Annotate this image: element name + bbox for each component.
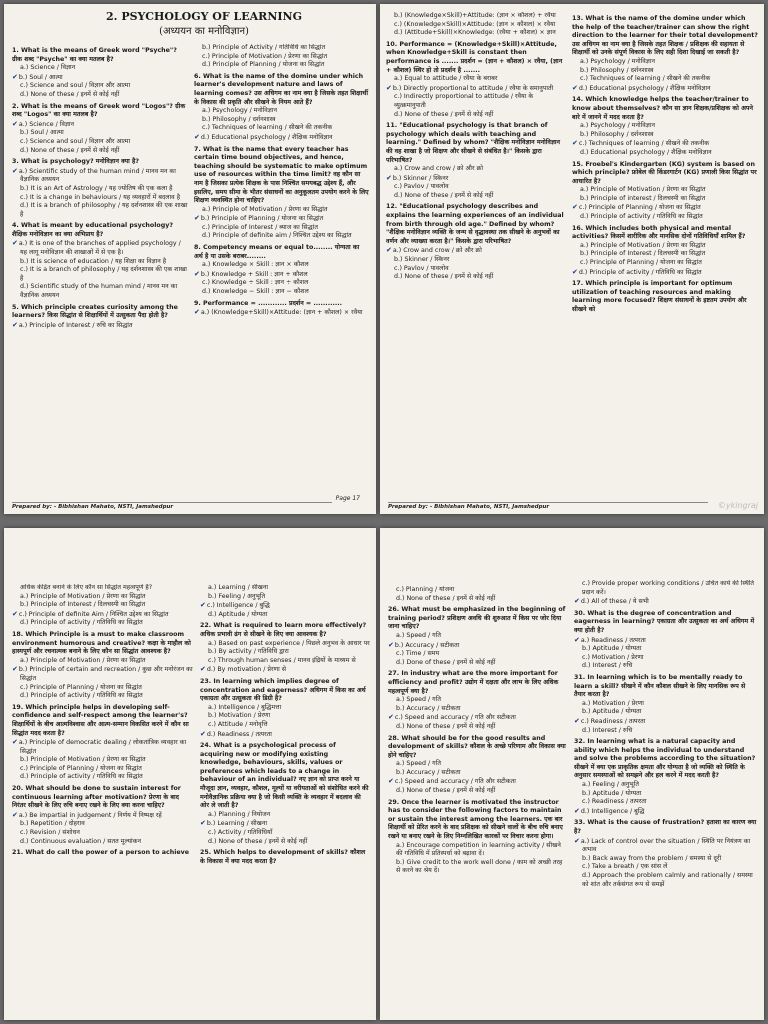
page-bottom-right [380, 528, 764, 1020]
answer-option: b.) Principle of Interest / दिलचस्पी का सिद्धांत [20, 601, 146, 609]
answer-option-marked: ✔ a.) (Knowledge+Skill)×Attitude: (ज्ञान + कौशल) × रवैया [194, 308, 370, 318]
answer-option: d.) Educational psychology / शैक्षिक मनोविज्ञान [580, 148, 712, 156]
answer-option: a.) Crow and crow / क्रो और क्रो [394, 165, 484, 173]
answer-option: b.) Philosophy / दर्शनशास्त्र [202, 115, 276, 123]
answer-option: d.) It is a branch of philosophy / यह दर्शनशास्त्र की एक शाखा है [20, 202, 188, 218]
question-text: 18. Which Principle is a must to make classroom environment humorous and creative? कक्षा के माहौल को हास्यपूर्ण और रचनात्मक बनाने के लिए कौन सा सिद्धांत आवश्यक है? [12, 630, 191, 656]
answer-option: a.) Principle of Motivation / प्रेरणा का सिद्धांत [580, 241, 706, 249]
answer-option: d.) None of these / इनमें से कोई नहीं [20, 146, 120, 154]
answer-option: a.) Science / विज्ञान [20, 64, 76, 72]
question-text: 28. What should be for the good results and development of skills? कौशल के अच्छे परिणाम और विकास क्या होने चाहिए? [388, 734, 566, 759]
question-text: 33. What is the cause of frustration? हताशा का कारण क्या है? [574, 819, 757, 836]
answer-option: a.) Psychology / मनोविज्ञान [580, 122, 655, 130]
answer-option-marked: ✔ a.) Crow and crow / क्रो और क्रो [386, 246, 566, 256]
answer-option: c.) Motivation / प्रेरणा [582, 653, 644, 661]
answer-option-marked: ✔ a.) It is one of the branches of applied psychology / यह लागू मनोविज्ञान की शाखाओं में से एक है। [12, 239, 188, 257]
answer-option: c.) It is a change in behaviours / यह व्यवहारों में बदलाव है [20, 193, 181, 201]
answer-option: a.) Principle of Motivation / प्रेरणा का सिद्धांत [580, 186, 706, 194]
answer-option: c.) Principle of Interest / ब्याज का सिद्धांत [202, 223, 318, 231]
answer-option: c.) Principle of Motivation / प्रेरणा का सिद्धांत [202, 52, 328, 60]
answer-option: b.) Back away from the problem / समस्या से दूरी [582, 854, 722, 862]
answer-option: a.) Learning / सीखना [208, 584, 268, 591]
answer-option-marked: ✔ a.) Be impartial in judgement / निर्णय में निष्पक्ष रहें [12, 811, 194, 821]
answer-option: c.) Principle of Planning / योजना का सिद्धांत [20, 764, 142, 772]
answer-option: c.) Pavlov / पावलोव [394, 183, 449, 191]
question-text: 1. What is the means of Greek word "Psyche"? ग्रीक शब्द "Psyche" का क्या मतलब है? [12, 47, 177, 63]
answer-option: a.) Psychology / मनोविज्ञान [202, 107, 277, 115]
question-text: 12. "Educational psychology describes and explains the learning experiences of an individual from birth through old age." Defined by whom? "शैक्षिक मनोविज्ञान व्यक्ति के जन्म से वृद्धावस्था तक सीखने के अनुभवों का वर्णन और व्याख्या करता है।" किसके द्वारा परिभाषित? [386, 203, 564, 245]
answer-option-marked: ✔ c.) Principle of Planning / योजना का सिद्धांत [572, 203, 758, 213]
answer-option: d.) Approach the problem calmly and rationally / समस्या को शांत और तर्कसंगत रूप से समझें [582, 872, 753, 888]
answer-option: b.) Principle of Activity / गतिविधि का सिद्धांत [202, 44, 326, 51]
answer-option: a.) Motivation / प्रेरणा [582, 699, 644, 707]
answer-option-marked: ✔ c.) Intelligence / बुद्धि [200, 601, 370, 611]
answer-option-marked: ✔ c.) Speed and accuracy / गति और सटीकता [388, 713, 568, 723]
answer-option: c.) Science and soul / विज्ञान और आत्मा [20, 137, 131, 145]
answer-option: a.) Speed / गति [396, 760, 441, 768]
answer-option-marked: ✔ a.) Scientific study of the human mind / मानव मन का वैज्ञानिक अध्ययन [12, 167, 188, 185]
answer-option: d.) Principle of Planning / योजना का सिद्धांत [202, 61, 325, 69]
answer-option: d.) None of these / इनमें से कोई नहीं [394, 110, 494, 118]
answer-option: c.) Indirectly proportional to attitude / रवैया के व्युत्क्रमानुपाती [394, 93, 534, 109]
answer-option: a.) Encourage competition in learning activity / सीखने की गतिविधि में प्रतिस्पर्धा को बढ़ावा दें। [396, 841, 561, 858]
answer-option: d.) None of these / इनमें से कोई नहीं [394, 273, 494, 281]
answer-option-marked: ✔ d.) Educational psychology / शैक्षिक मनोविज्ञान [572, 84, 758, 94]
question-column [386, 12, 566, 484]
page-top-left [4, 4, 376, 514]
answer-option-marked: ✔ a.) Principle of Interest / रुचि का सिद्धांत [12, 321, 188, 331]
question-text: 27. In industry what are the more important for efficiency and profit? उद्योग में दक्षता और लाभ के लिए अधिक महत्वपूर्ण क्या है? [388, 670, 559, 695]
answer-option: b.) Aptitude / योग्यता [582, 789, 642, 797]
answer-option: b.) Principle of Interest / दिलचस्पी का सिद्धांत [580, 250, 706, 258]
answer-option: b.) It is science of education / यह शिक्षा का विज्ञान है [20, 257, 167, 265]
answer-option: b.) Aptitude / योग्यता [582, 708, 642, 716]
answer-option-marked: ✔ a.) Science / विज्ञान [12, 120, 188, 130]
question-column [200, 584, 370, 1016]
answer-option: c.) Science and soul / विज्ञान और आत्मा [20, 82, 131, 90]
question-text: 22. What is required to learn more effectively? अधिक प्रभावी ढंग से सीखने के लिए क्या आवश्यक है? [200, 622, 367, 638]
answer-option: c.) Through human senses / मानव इंद्रियों के माध्यम से [208, 656, 356, 664]
answer-option: a.) Knowledge × Skill : ज्ञान × कौशल [202, 261, 309, 269]
answer-option: a.) Principle of Motivation / प्रेरणा का सिद्धांत [20, 656, 146, 664]
answer-option: c.) Pavlov / पावलोव [394, 264, 449, 272]
answer-option: b.) (Knowledge×Skill)+Attitude: (ज्ञान × कौशल) + रवैया [394, 12, 556, 19]
question-column [194, 44, 370, 484]
question-text: 14. Which knowledge helps the teacher/trainer to know about themselves? कौन सा ज्ञान शिक्षक/प्रशिक्षक को अपने बारे में जानने में मदद करता है? [572, 96, 753, 121]
answer-option: c.) Provide proper working conditions / उचित कार्य की स्थिति प्रदान करें। [582, 580, 754, 596]
title-hindi: (अध्ययन का मनोविज्ञान) [159, 26, 249, 37]
answer-option: d.) (Attitude+Skill)×Knowledge: (रवैया + कौशल) × ज्ञान [394, 29, 556, 37]
answer-option: d.) Principle of definite aim / निश्चित उद्देश्य का सिद्धांत [202, 232, 352, 240]
answer-option-marked: ✔ a.) Readiness / तत्परता [574, 636, 758, 646]
answer-option: b.) It is an Art of Astrology / यह ज्योतिष की एक कला है [20, 184, 173, 192]
answer-option: c.) Knowledge ÷ Skill : ज्ञान ÷ कौशल [202, 279, 309, 287]
answer-option: d.) None of these / इनमें से कोई नहीं [396, 594, 496, 602]
answer-option: d.) Principle of activity / गतिविधि का सिद्धांत [20, 619, 143, 627]
page-number: Page 17 [335, 495, 360, 502]
answer-option: b.) Soul / आत्मा [20, 129, 64, 137]
answer-option: b.) Principle of interest / दिलचस्पी का सिद्धांत [580, 194, 706, 202]
question-column [572, 12, 758, 492]
answer-option: c.) Planning / योजना [396, 586, 455, 593]
answer-option-marked: ✔ d.) By motivation / प्रेरणा से [200, 665, 370, 675]
answer-option: d.) Continuous evaluation / सतत मूल्यांकन [20, 837, 141, 845]
answer-option: c.) Attitude / मनोवृत्ति [208, 720, 268, 728]
watermark: ©ykingraj [717, 501, 758, 510]
answer-option-marked: ✔ b.) Learning / सीखना [200, 819, 370, 829]
answer-option: d.) Principle of activity / गतिविधि का सिद्धांत [20, 773, 143, 781]
question-text: 26. What must be emphasized in the beginning of training period? प्रशिक्षण अवधि की शुरुआत में किस पर जोर दिया जाना चाहिए? [388, 606, 566, 631]
question-text: 2. What is the means of Greek word "Logos"? ग्रीक शब्द "Logos" का क्या मतलब है? [12, 102, 186, 119]
answer-option-marked: ✔ d.) Readiness / तत्परता [200, 730, 370, 740]
question-text: 9. Performance = ............ प्रदर्शन = ............ [194, 299, 343, 307]
answer-option-marked: ✔ c.) Readiness / तत्परता [574, 717, 758, 727]
answer-option-marked: ✔ c.) Techniques of learning / सीखने की तकनीक [572, 139, 758, 149]
question-column [12, 584, 194, 1016]
answer-option: a.) Psychology / मनोविज्ञान [580, 57, 655, 65]
answer-option-marked: ✔ b.) Principle of Planning / योजना का सिद्धांत [194, 214, 370, 224]
answer-option: d.) None of these / इनमें से कोई नहीं [208, 837, 308, 845]
question-text: 32. In learning what is a natural capacity and ability which helps the individual to understand and solve the problems according to the situation? सीखने में क्या एक प्राकृतिक क्षमता और योग्यता है जो व्यक्ति को स्थिति के अनुसार समस्याओं को समझने और हल करने में मदद करती है? [574, 738, 756, 780]
footer-prepared-by: Prepared by: - Bibhishan Mahato, NSTI, Jamshedpur [12, 502, 332, 510]
answer-option: d.) Principle of activity / गतिविधि का सिद्धांत [580, 213, 703, 221]
answer-option-marked: ✔ b.) Accuracy / सटीकता [388, 641, 568, 651]
answer-option: d.) None of these / इनमें से कोई नहीं [20, 90, 120, 98]
answer-option: अधिक केंद्रित बनाने के लिए कौन सा सिद्धांत महत्वपूर्ण है? [20, 584, 153, 591]
question-text: 19. Which principle helps in developing self-confidence and self-respect among the learner's? शिक्षार्थियों के बीच आत्मविश्वास और आत्म-सम्मान विकसित करने में कौन सा सिद्धांत मदद करता है? [12, 703, 189, 737]
answer-option: a.) Intelligence / बुद्धिमत्ता [208, 703, 282, 711]
question-text: 25. Which helps to development of skills? कौशल के विकास में क्या मदद करता है? [200, 849, 366, 865]
question-text: 5. Which principle creates curiosity among the learners? किस सिद्धांत से शिक्षार्थियों में उत्सुकता पैदा होती है? [12, 303, 178, 320]
question-text: 31. In learning which is to be mentally ready to learn a skill? सीखने में कौन कौशल सीखने के लिए मानसिक रूप से तैयार करता है? [574, 673, 746, 699]
answer-option: a.) Speed / गति [396, 696, 441, 704]
answer-option: a.) Principle of Motivation / प्रेरणा का सिद्धांत [202, 205, 328, 213]
answer-option-marked: ✔ d.) Intelligence / बुद्धि [574, 807, 758, 817]
answer-option: d.) None of these / इनमें से कोई नहीं [396, 787, 496, 795]
footer-prepared-by: Prepared by: - Bibhishan Mahato, NSTI, Jamshedpur [388, 502, 708, 510]
answer-option: c.) Readiness / तत्परता [582, 798, 647, 806]
answer-option-marked: ✔ d.) All of these / ये सभी [574, 597, 758, 607]
answer-option-marked: ✔ b.) Soul / आत्मा [12, 73, 188, 83]
question-text: 30. What is the degree of concentration and eagerness in learning? एकाग्रता और उत्सुकता का अर्थ अधिगम में क्या होती है? [574, 609, 755, 634]
answer-option: c.) It is a branch of philosophy / यह दर्शनशास्त्र की एक शाखा है [20, 266, 187, 282]
answer-option: c.) (Knowledge×Skill)×Attitude: (ज्ञान × कौशल) × रवैया [394, 20, 556, 28]
answer-option: a.) Based on past experience / पिछले अनुभव के आधार पर [208, 639, 370, 647]
question-text: 11. "Educational psychology is that branch of psychology which deals with teaching and learning." Defined by whom? "शैक्षिक मनोविज्ञान मनोविज्ञान की वह शाखा है जो शिक्षण और सीखने से संबंधित है।" किसके द्वारा परिभाषित? [386, 122, 561, 164]
question-text: 23. In learning which implies degree of concentration and eagerness? अधिगम में किस का अर्थ एकाग्रता और उत्सुकता की डिग्री है? [200, 677, 366, 703]
answer-option-marked: ✔ b.) Principle of certain and recreation / कुछ और मनोरंजन का सिद्धांत [12, 665, 194, 683]
page-top-right [380, 4, 764, 514]
answer-option: b.) Motivation / प्रेरणा [208, 712, 271, 720]
answer-option: d.) None of these / इनमें से कोई नहीं [396, 722, 496, 730]
answer-option: b.) Give credit to the work well done / काम को अच्छी तरह से करने का श्रेय दें। [396, 858, 563, 875]
question-text: 6. What is the name of the domine under which learner's development nature and laws of learning comes? उस अधिगम का नाम क्या है जिसके तहत शिक्षार्थी के विकास की प्रकृति और सीखने के नियम आते हैं? [194, 72, 368, 106]
question-text: 13. What is the name of the domine under which the help of the teacher/trainer can show the right direction to the learner for their total development? उस अधिगम का नाम क्या है जिसके तहत शिक्षक / प्रशिक्षक की सहायता से शिक्षार्थी को उनके संपूर्ण विकास के लिए सही दिशा दिखाई जा सकती है? [572, 15, 758, 57]
answer-option: b.) Skinner / स्किनर [394, 256, 450, 264]
answer-option-marked: ✔ b.) Knowledge + Skill : ज्ञान + कौशल [194, 270, 370, 280]
answer-option: b.) Philosophy / दर्शनशास्त्र [580, 66, 654, 74]
question-text: 21. What do call the power of a person to achieve [12, 849, 190, 857]
question-text: 7. What is the name that every teacher has certain time bound objectives, and hence, teaching should be systematic to make optimum use of resources within the time limit? वह कौन सा नाम है जिसका प्रत्येक शिक्षक के पास निश्चित समयबद्ध उद्देश्य हैं, और इसलिए, समय सीमा के भीतर संसाधनों का अनुकूलतम उपयोग करने के लिए शिक्षण व्यवस्थित होना चाहिए? [194, 145, 369, 205]
answer-option-marked: ✔ a.) Principle of democratic dealing / लोकतांत्रिक व्यवहार का सिद्धांत [12, 738, 194, 756]
answer-option: d.) None of these / इनमें से कोई नहीं [394, 191, 494, 199]
answer-option: b.) Accuracy / सटीकता [396, 768, 461, 776]
question-text: 15. Froebel's Kindergarten (KG) system is based on which principle? फ्रोबेल की किंडरगार्टन (KG) प्रणाली किस सिद्धांत पर आधारित है? [572, 160, 757, 185]
answer-option-marked: ✔ b.) Skinner / स्किनर [386, 174, 566, 184]
answer-option: a.) Feeling / अनुभूति [582, 781, 639, 789]
answer-option: c.) Revision / संशोधन [20, 829, 80, 837]
answer-option: c.) Techniques of learning / सीखने की तकनीक [580, 75, 711, 83]
answer-option: b.) Philosophy / दर्शनशास्त्र [580, 130, 654, 138]
answer-option: c.) Time / समय [396, 650, 440, 658]
question-column [574, 580, 758, 1016]
answer-option-marked: ✔ c.) Principle of definite Aim / निश्चित उद्देश्य का सिद्धांत [12, 610, 194, 620]
question-text: 8. Competency means or equal to........ योग्यता का अर्थ है या उसके बराबर........ [194, 244, 360, 260]
answer-option: b.) Repetition / दोहराव [20, 820, 85, 828]
answer-option: a.) Planning / नियोजन [208, 810, 271, 818]
answer-option: c.) Take a breath / एक सांस लें [582, 863, 668, 871]
answer-option: b.) Principle of Motivation / प्रेरणा का सिद्धांत [20, 756, 146, 764]
answer-option: c.) Principle of Planning / योजना का सिद्धांत [580, 259, 702, 267]
answer-option: c.) Activity / गतिविधियाँ [208, 829, 273, 837]
answer-option: d.) Interest / रुचि [582, 662, 633, 670]
answer-option: c.) Techniques of learning / सीखने की तकनीक [202, 124, 333, 132]
question-text: 29. Once the learner is motivated the instructor has to consider the following factors to maintain or sustain the interest among the learners. एक बार शिक्षार्थी को प्रेरित करने के बाद प्रशिक्षक को सीखने वालों के बीच रुचि बनाए रखने या बनाए रखने के लिए निम्नलिखित कारकों पर विचार करना होगा। [388, 798, 563, 841]
answer-option: d.) Interest / रुचि [582, 726, 633, 734]
question-text: 3. What is psychology? मनोविज्ञान क्या है? [12, 158, 140, 166]
answer-option-marked: ✔ a.) Lack of control over the situation / स्थिति पर नियंत्रण का अभाव [574, 837, 758, 855]
page-bottom-left [4, 528, 376, 1020]
answer-option: b.) By activity / गतिविधि द्वारा [208, 648, 289, 656]
answer-option: c.) Principle of Planning / योजना का सिद्धांत [20, 683, 142, 691]
answer-option: d.) Done of these / इनमें से कोई नहीं [396, 658, 496, 666]
answer-option: d.) Knowledge − Skill : ज्ञान − कौशल [202, 288, 309, 296]
answer-option-marked: ✔ d.) Principle of activity / गतिविधि का सिद्धांत [572, 268, 758, 278]
answer-option-marked: ✔ c.) Speed and accuracy / गति और सटीकता [388, 777, 568, 787]
answer-option: a.) Equal to attitude / रवैया के बराबर [394, 75, 498, 83]
question-column [388, 586, 568, 1016]
answer-option: a.) Principle of Motivation / प्रेरणा का सिद्धांत [20, 592, 146, 600]
answer-option-marked: ✔ d.) Educational psychology / शैक्षिक मनोविज्ञान [194, 133, 370, 143]
question-text: 16. Which includes both physical and mental activities? किसमें शारीरिक और मानसिक दोनों गतिविधियाँ शामिल हैं? [572, 224, 746, 241]
answer-option: b.) Feeling / अनुभूति [208, 592, 266, 600]
question-text: 20. What should be done to sustain interest for continuous learning after motivation? प्रेरणा के बाद निरंतर सीखने के लिए रुचि बनाए रखने के लिए क्या करना चाहिए? [12, 785, 181, 810]
question-text: 4. What is meant by educational psychology? शैक्षिक मनोविज्ञान का क्या अभिप्राय है? [12, 222, 173, 238]
page-title [104, 10, 304, 37]
answer-option: d.) Principle of activity / गतिविधि का सिद्धांत [20, 692, 143, 700]
answer-option: d.) Scientific study of the human mind / मानव मन का वैज्ञानिक अध्ययन [20, 283, 178, 300]
answer-option: b.) Accuracy / सटीकता [396, 704, 461, 712]
title-english: 2. PSYCHOLOGY OF LEARNING [106, 10, 302, 23]
question-text: 24. What is a psychological process of acquiring new or modifying existing knowledge, behaviours, skills, values or preferences which leads to a change in behaviour of an individual? नए ज्ञान को प्राप्त करने या मौजूदा ज्ञान, व्यवहार, कौशल, मूल्यों या वरीयताओं को संशोधित करने की मनोवैज्ञानिक प्रक्रिया क्या है जो किसी व्यक्ति के व्यवहार में बदलाव की ओर ले जाती है? [200, 742, 369, 810]
answer-option: b.) Aptitude / योग्यता [582, 645, 642, 653]
answer-option: a.) Speed / गति [396, 631, 441, 639]
question-text: 10. Performance = (Knowledge+Skill)×Attitude, when Knowledge+Skill is constant then performance is ....... प्रदर्शन = (ज्ञान + कौशल) × रवैया, (ज्ञान + कौशल) स्थिर हो तो प्रदर्शन है ....... [386, 40, 563, 74]
question-text: 17. Which principle is important for optimum utilization of teaching resources and making learning more focused? शिक्षण संसाधनों के इष्टतम उपयोग और सीखने को [572, 280, 747, 313]
answer-option: d.) Aptitude / योग्यता [208, 610, 268, 618]
question-column [12, 44, 188, 484]
answer-option-marked: ✔ b.) Directly proportional to attitude / रवैया के समानुपाती [386, 84, 566, 94]
